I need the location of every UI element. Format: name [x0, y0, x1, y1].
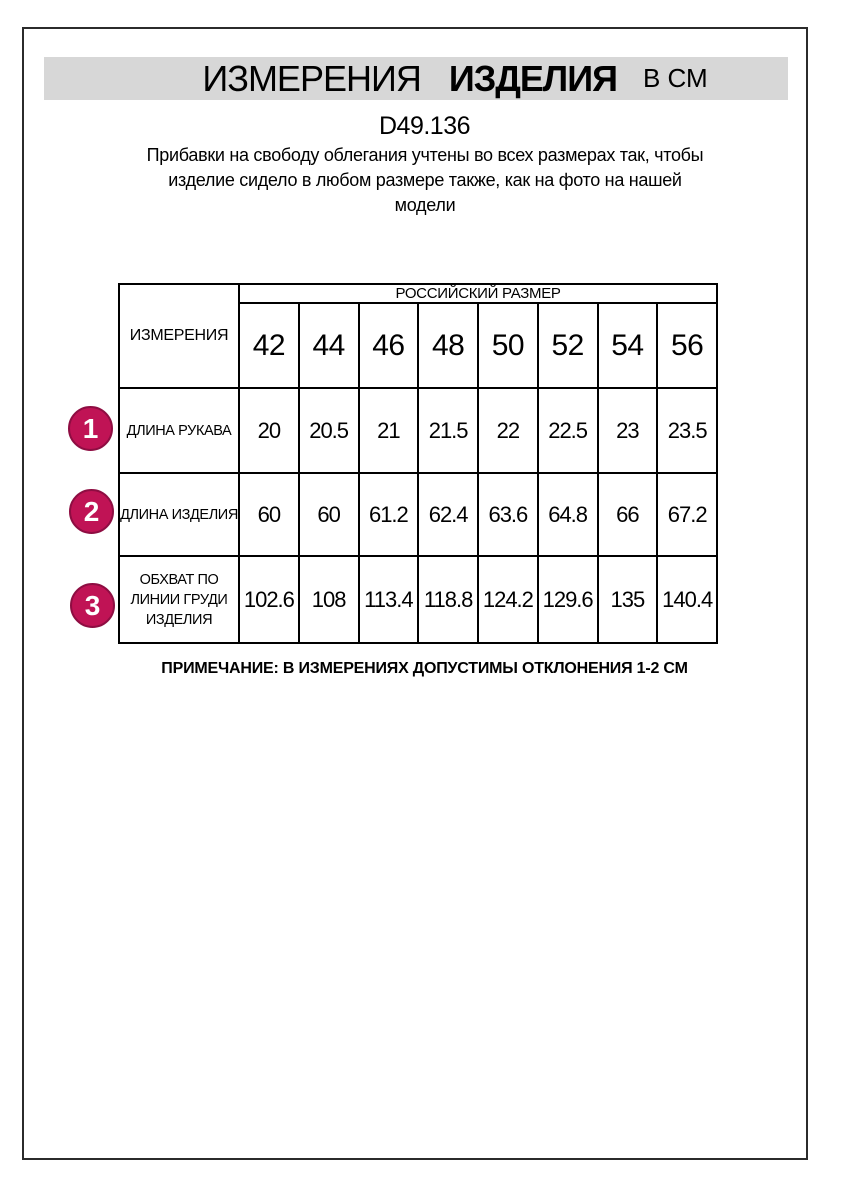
value-cell: 108 — [299, 556, 359, 643]
value-cell: 102.6 — [239, 556, 299, 643]
value-cell: 23.5 — [657, 388, 717, 473]
title-bar — [44, 57, 788, 100]
table-row-sleeve-length — [119, 388, 717, 473]
value-cell: 60 — [239, 473, 299, 556]
value-cell: 60 — [299, 473, 359, 556]
size-column-header: 42 — [239, 303, 299, 388]
value-cell: 22.5 — [538, 388, 598, 473]
value-cell: 20 — [239, 388, 299, 473]
size-column-header: 54 — [598, 303, 658, 388]
value-cell: 124.2 — [478, 556, 538, 643]
table-row-chest-girth — [119, 556, 717, 643]
table-row-product-length — [119, 473, 717, 556]
title-unit-cm: В СМ — [642, 63, 708, 93]
table-corner-header: ИЗМЕРЕНИЯ — [119, 284, 239, 388]
value-cell: 118.8 — [418, 556, 478, 643]
size-column-header: 50 — [478, 303, 538, 388]
row-label: ДЛИНА РУКАВА — [119, 388, 239, 473]
subtitle-line: Прибавки на свободу облегания учтены во всех размерах так, чтобы — [146, 145, 704, 165]
subtitle-line: модели — [394, 195, 456, 215]
tolerance-note: ПРИМЕЧАНИЕ: В ИЗМЕРЕНИЯХ ДОПУСТИМЫ ОТКЛОНЕНИЯ 1-2 СМ — [161, 660, 688, 677]
value-cell: 64.8 — [538, 473, 598, 556]
value-cell: 66 — [598, 473, 658, 556]
size-column-header: 56 — [657, 303, 717, 388]
subtitle — [95, 143, 755, 218]
subtitle-line: изделие сидело в любом размере также, как на фото на нашей — [168, 170, 682, 190]
value-cell: 140.4 — [657, 556, 717, 643]
row-number-badge-1: 1 — [68, 406, 113, 451]
row-number-badge-3: 3 — [70, 583, 115, 628]
value-cell: 23 — [598, 388, 658, 473]
size-table — [118, 283, 718, 644]
size-group-header: РОССИЙСКИЙ РАЗМЕР — [239, 284, 717, 303]
value-cell: 61.2 — [359, 473, 419, 556]
row-number-badge-2: 2 — [69, 489, 114, 534]
title-measurements: ИЗМЕРЕНИЯ — [202, 57, 421, 99]
row-label: ОБХВАТ ПО ЛИНИИ ГРУДИ ИЗДЕЛИЯ — [119, 556, 239, 643]
value-cell: 21 — [359, 388, 419, 473]
value-cell: 135 — [598, 556, 658, 643]
row-label: ДЛИНА ИЗДЕЛИЯ — [119, 473, 239, 556]
value-cell: 22 — [478, 388, 538, 473]
size-column-header: 44 — [299, 303, 359, 388]
value-cell: 113.4 — [359, 556, 419, 643]
value-cell: 67.2 — [657, 473, 717, 556]
value-cell: 20.5 — [299, 388, 359, 473]
model-code: D49.136 — [378, 112, 471, 140]
value-cell: 62.4 — [418, 473, 478, 556]
size-column-header: 52 — [538, 303, 598, 388]
title-product: ИЗДЕЛИЯ — [448, 57, 617, 99]
value-cell: 129.6 — [538, 556, 598, 643]
size-column-header: 46 — [359, 303, 419, 388]
value-cell: 21.5 — [418, 388, 478, 473]
value-cell: 63.6 — [478, 473, 538, 556]
size-column-header: 48 — [418, 303, 478, 388]
